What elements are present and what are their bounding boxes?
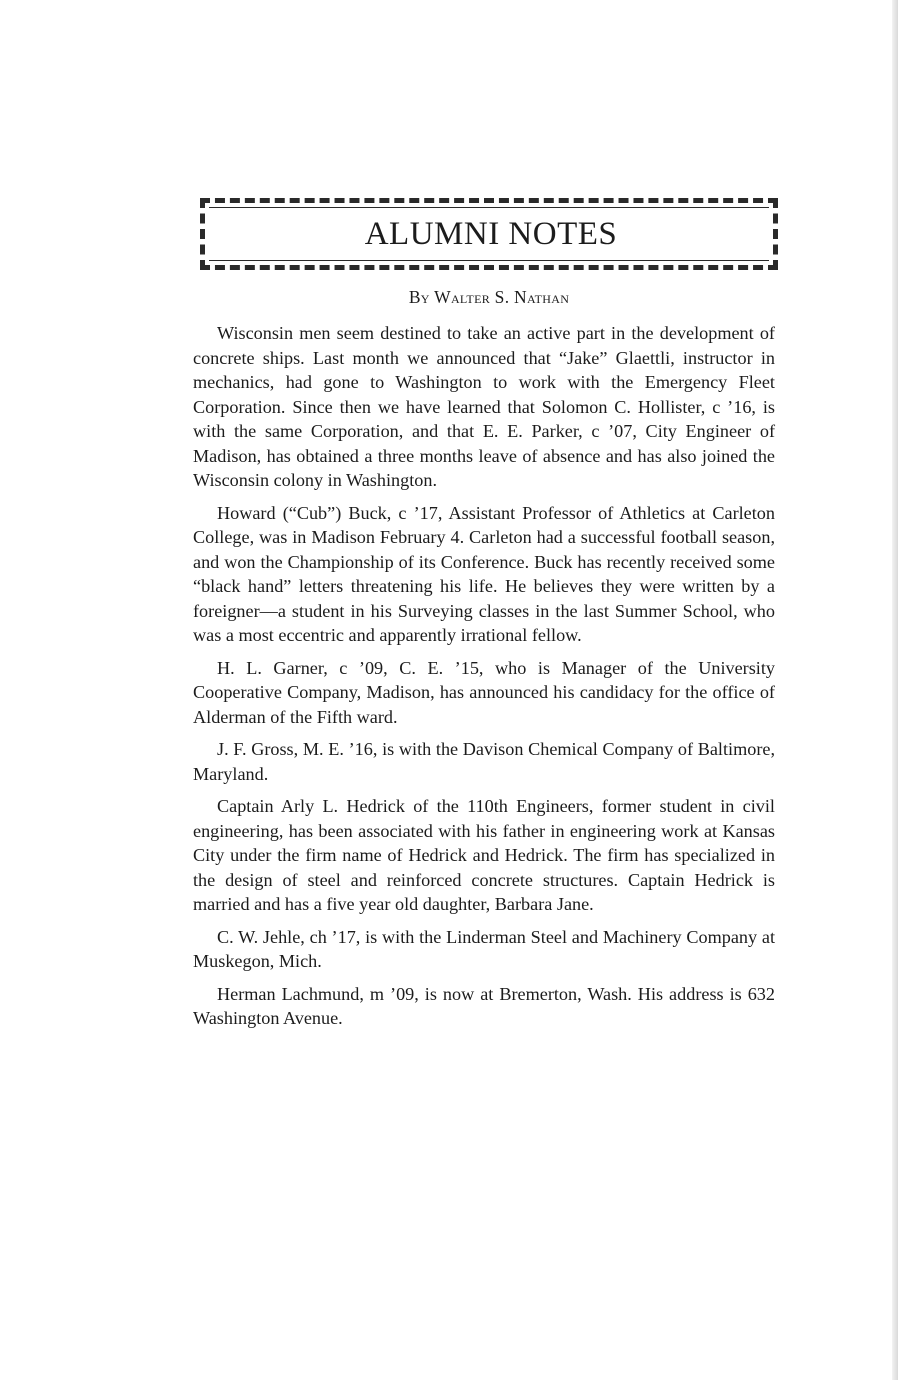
byline: By Walter S. Nathan [408,287,570,307]
title-frame [200,198,778,270]
paragraph-concrete-ships: Wisconsin men seem destined to take an active part in the development of concrete ships. Last month we announced that “Jake” Glaettli, instructor in mechanics, had gone to Washington to work with the Emergency Fleet Corporation. Since then we have learned that Solomon C. Hollister, c ’16, is with the same Corporation, and that E. E. Parker, c ’07, City Engineer of Madison, has obtained a three months leave of absence and has also joined the Wisconsin colony in Washington. [193,323,775,490]
page-edge [892,0,898,1380]
paragraph-garner: H. L. Garner, c ’09, C. E. ’15, who is Manager of the University Cooperative Company, Madison, has announced his candidacy for the office of Alderman of the Fifth ward. [193,657,775,727]
page-title: ALUMNI NOTES [364,215,618,252]
paragraph-buck: Howard (“Cub”) Buck, c ’17, Assistant Professor of Athletics at Carleton College, was in Madison February 4. Carleton had a successful football season, and won the Championship of its Conference. Buck has recently received some “black hand” letters threatening his life. He believes they were written by a foreigner—a student in his Surveying classes in the last Summer School, who was a most eccentric and apparently irrational fellow. [193,502,775,645]
article-body [193,321,775,1039]
paragraph-hedrick: Captain Arly L. Hedrick of the 110th Engineers, former student in civil engineering, has been associated with his father in engineering work at Kansas City under the firm name of Hedrick and Hedrick. The firm has specialized in the design of steel and reinforced concrete structures. Captain Hedrick is married and has a five year old daughter, Barbara Jane. [193,796,775,914]
paragraph-jehle: C. W. Jehle, ch ’17, is with the Linderman Steel and Machinery Company at Muskegon, Mich. [193,926,775,971]
paragraph-lachmund: Herman Lachmund, m ’09, is now at Bremerton, Wash. His address is 632 Washington Avenue. [193,983,775,1028]
paragraph-gross: J. F. Gross, M. E. ’16, is with the Davison Chemical Company of Baltimore, Maryland. [193,739,775,784]
